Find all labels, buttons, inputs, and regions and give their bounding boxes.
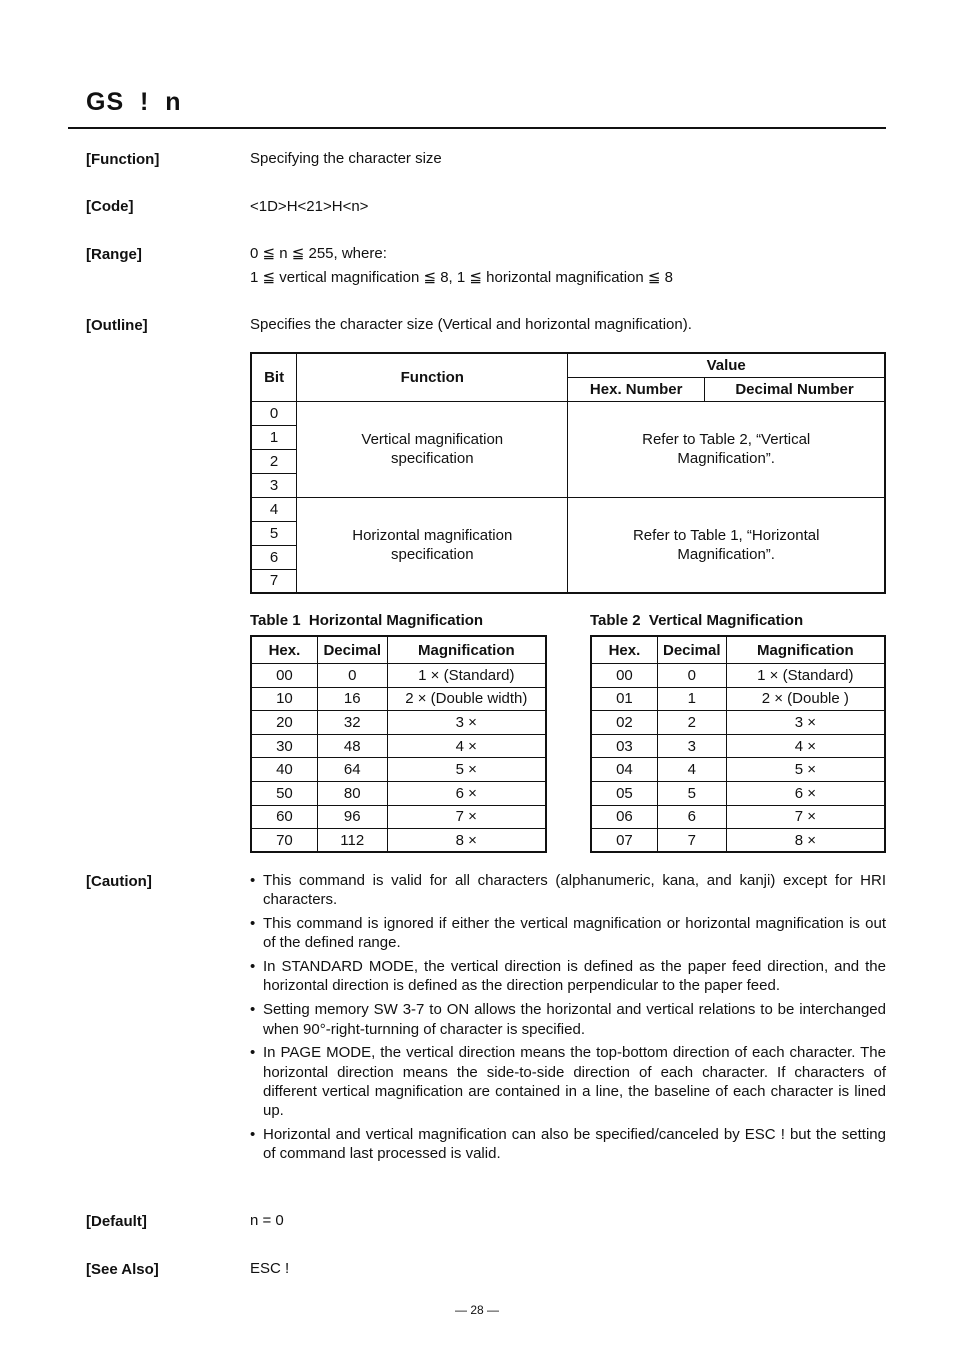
bit-cell: 5 xyxy=(251,521,297,545)
function-label: [Function] xyxy=(86,151,160,168)
table-row xyxy=(591,664,885,688)
range-label: [Range] xyxy=(86,246,142,263)
caution-label: [Caution] xyxy=(86,873,152,890)
vertical-value-cell xyxy=(568,401,885,497)
hex-header: Hex. xyxy=(251,636,317,664)
bit-cell: 3 xyxy=(251,473,297,497)
decimal-cell: 96 xyxy=(317,805,387,829)
table-row xyxy=(251,781,546,805)
table-row xyxy=(251,829,546,853)
decimal-header: Decimal xyxy=(657,636,726,664)
magnification-cell: 7 × xyxy=(387,805,546,829)
hex-cell: 06 xyxy=(591,805,657,829)
decimal-cell: 32 xyxy=(317,711,387,735)
caution-item: • In PAGE MODE, the vertical direction means the top-bottom direction of each character. The horizontal direction means the side-to-side direction of each character. If characters of different vertical magnification are contained in a line, the baseline of each character is lined up. xyxy=(250,1043,886,1120)
vertical-magnification-table xyxy=(590,635,886,853)
page-number: — 28 — xyxy=(454,1303,499,1317)
value-header: Value xyxy=(568,353,885,377)
default-text: n = 0 xyxy=(250,1212,284,1229)
magnification-cell: 1 × (Standard) xyxy=(387,664,546,688)
table-row xyxy=(251,664,546,688)
decimal-cell: 4 xyxy=(657,758,726,782)
bit-cell: 7 xyxy=(251,569,297,593)
decimal-cell: 6 xyxy=(657,805,726,829)
hex-cell: 02 xyxy=(591,711,657,735)
magnification-cell: 6 × xyxy=(726,781,885,805)
hex-cell: 04 xyxy=(591,758,657,782)
magnification-cell: 1 × (Standard) xyxy=(726,664,885,688)
bit-cell: 4 xyxy=(251,497,297,521)
decimal-cell: 0 xyxy=(657,664,726,688)
bit-header: Bit xyxy=(251,353,297,401)
decimal-cell: 1 xyxy=(657,687,726,711)
decimal-cell: 3 xyxy=(657,734,726,758)
magnification-header: Magnification xyxy=(387,636,546,664)
hex-cell: 00 xyxy=(591,664,657,688)
decimal-number-header: Decimal Number xyxy=(705,377,885,401)
table-row xyxy=(591,758,885,782)
decimal-cell: 5 xyxy=(657,781,726,805)
table-row xyxy=(591,805,885,829)
bit-cell: 1 xyxy=(251,425,297,449)
horizontal-magnification-table xyxy=(250,635,547,853)
decimal-cell: 7 xyxy=(657,829,726,853)
code-text: <1D>H<21>H<n> xyxy=(250,198,369,215)
magnification-cell: 3 × xyxy=(726,711,885,735)
hex-cell: 30 xyxy=(251,734,317,758)
magnification-cell: 4 × xyxy=(726,734,885,758)
magnification-cell: 7 × xyxy=(726,805,885,829)
horizontal-function-text: Horizontal magnification specification xyxy=(352,526,513,563)
bit-cell: 6 xyxy=(251,545,297,569)
range-line-1: 0 ≦ n ≦ 255, where: xyxy=(250,245,387,262)
function-text: Specifying the character size xyxy=(250,150,442,167)
vertical-value-text: Refer to Table 2, “Vertical Magnification”. xyxy=(642,431,811,467)
magnification-cell: 5 × xyxy=(387,758,546,782)
vertical-function-text: Vertical magnification specification xyxy=(361,431,504,467)
hex-cell: 10 xyxy=(251,687,317,711)
magnification-cell: 3 × xyxy=(387,711,546,735)
magnification-cell: 6 × xyxy=(387,781,546,805)
code-label: [Code] xyxy=(86,198,134,215)
caution-list xyxy=(250,871,886,1168)
decimal-cell: 80 xyxy=(317,781,387,805)
outline-text: Specifies the character size (Vertical and horizontal magnification). xyxy=(250,316,692,333)
decimal-header: Decimal xyxy=(317,636,387,664)
table1-caption: Table 1 Horizontal Magnification xyxy=(250,612,484,629)
caution-item: • This command is ignored if either the vertical magnification or horizontal magnification is out of the defined range. xyxy=(250,914,886,953)
range-line-2: 1 ≦ vertical magnification ≦ 8, 1 ≦ horizontal magnification ≦ 8 xyxy=(250,269,673,286)
table-row xyxy=(251,805,546,829)
table-row xyxy=(591,781,885,805)
hex-cell: 20 xyxy=(251,711,317,735)
hex-cell: 00 xyxy=(251,664,317,688)
hex-cell: 07 xyxy=(591,829,657,853)
caution-item: • In STANDARD MODE, the vertical direction is defined as the paper feed direction, and the horizontal direction is defined as the direction perpendicular to the paper feed. xyxy=(250,957,886,996)
decimal-cell: 2 xyxy=(657,711,726,735)
table2-caption: Table 2 Vertical Magnification xyxy=(590,612,804,629)
vertical-function-cell xyxy=(297,401,568,497)
default-label: [Default] xyxy=(86,1213,147,1230)
see-also-text: ESC ! xyxy=(250,1260,290,1277)
outline-label: [Outline] xyxy=(86,317,148,334)
table-row xyxy=(251,711,546,735)
caution-item: • This command is valid for all characters (alphanumeric, kana, and kanji) except for HRI characters. xyxy=(250,871,886,910)
hex-cell: 05 xyxy=(591,781,657,805)
caution-item: • Horizontal and vertical magnification can also be specified/canceled by ESC ! but the setting of command last processed is valid. xyxy=(250,1125,886,1164)
title-rule xyxy=(68,127,886,129)
bit-cell: 2 xyxy=(251,449,297,473)
see-also-label: [See Also] xyxy=(86,1261,159,1278)
decimal-cell: 0 xyxy=(317,664,387,688)
table-row xyxy=(591,734,885,758)
table-row xyxy=(251,687,546,711)
hex-cell: 60 xyxy=(251,805,317,829)
magnification-cell: 5 × xyxy=(726,758,885,782)
horizontal-value-cell xyxy=(568,497,885,593)
hex-cell: 03 xyxy=(591,734,657,758)
table-row xyxy=(251,734,546,758)
magnification-cell: 2 × (Double ) xyxy=(726,687,885,711)
decimal-cell: 16 xyxy=(317,687,387,711)
magnification-cell: 4 × xyxy=(387,734,546,758)
hex-header: Hex. xyxy=(591,636,657,664)
function-header: Function xyxy=(297,353,568,401)
horizontal-value-text: Refer to Table 1, “Horizontal Magnification”. xyxy=(632,526,820,563)
bit-table xyxy=(250,352,886,594)
table1-body xyxy=(251,664,546,853)
hex-number-header: Hex. Number xyxy=(568,377,705,401)
table-row xyxy=(591,687,885,711)
horizontal-function-cell xyxy=(297,497,568,593)
decimal-cell: 48 xyxy=(317,734,387,758)
table-row xyxy=(591,829,885,853)
hex-cell: 50 xyxy=(251,781,317,805)
hex-cell: 01 xyxy=(591,687,657,711)
bit-cell: 0 xyxy=(251,401,297,425)
magnification-cell: 8 × xyxy=(726,829,885,853)
decimal-cell: 112 xyxy=(317,829,387,853)
hex-cell: 40 xyxy=(251,758,317,782)
table-row xyxy=(591,711,885,735)
magnification-cell: 8 × xyxy=(387,829,546,853)
table-row xyxy=(251,758,546,782)
page-title: GS ! n xyxy=(86,88,182,116)
magnification-header: Magnification xyxy=(726,636,885,664)
caution-item: • Setting memory SW 3-7 to ON allows the horizontal and vertical relations to be interchanged when 90°-right-turnning of character is specified. xyxy=(250,1000,886,1039)
hex-cell: 70 xyxy=(251,829,317,853)
decimal-cell: 64 xyxy=(317,758,387,782)
table2-body xyxy=(591,664,885,853)
magnification-cell: 2 × (Double width) xyxy=(387,687,546,711)
